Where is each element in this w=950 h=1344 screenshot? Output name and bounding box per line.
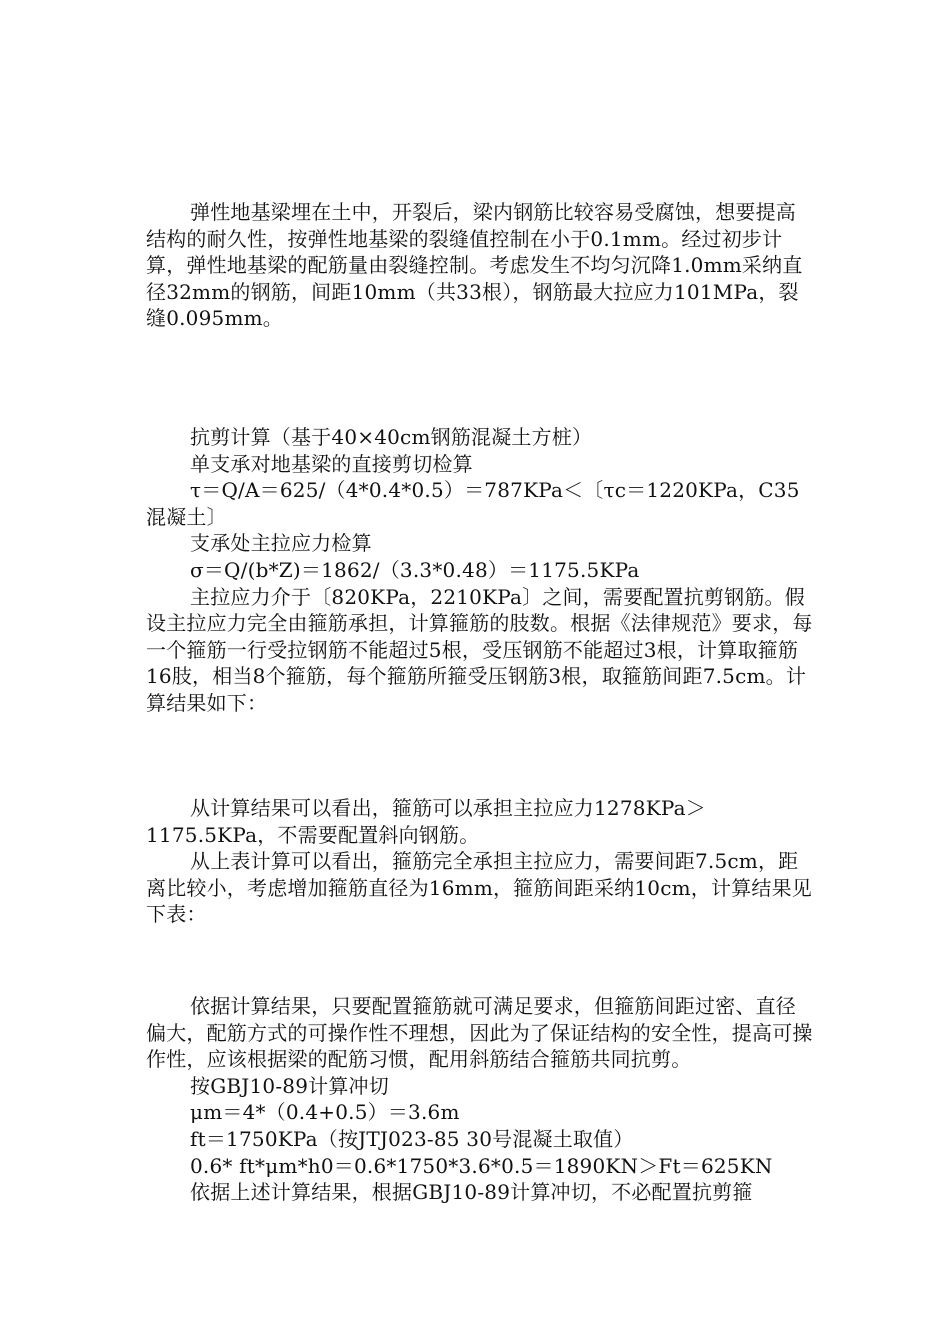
formula-line: ft＝1750KPa（按JTJ023-85 30号混凝土取值）	[190, 1126, 634, 1151]
text-line: 按GBJ10-89计算冲切	[190, 1073, 389, 1098]
formula-line: σ＝Q/(b*Z)＝1862/（3.3*0.48）＝1175.5KPa	[190, 557, 640, 582]
section-heading: 抗剪计算（基于40×40cm钢筋混凝土方桩）	[190, 425, 593, 449]
formula-line: τ＝Q/A＝625/（4*0.4*0.5）＝787KPa＜〔τc＝1220KPa，C35混凝土〕	[146, 478, 800, 529]
paragraph-text: 从上表计算可以看出，箍筋完全承担主拉应力，需要间距7.5cm，距离比较小，考虑增加箍筋直径为16mm，箍筋间距采纳10cm，计算结果见下表：	[146, 849, 812, 927]
paragraph-shear-calculation	[146, 424, 816, 717]
formula-line: 0.6* ft*μm*h0＝0.6*1750*3.6*0.5＝1890KN＞Ft＝625KN	[190, 1153, 773, 1178]
paragraph-text: 主拉应力介于〔820KPa，2210KPa〕之间，需要配置抗剪钢筋。假设主拉应力完全由箍筋承担，计算箍筋的肢数。根据《法律规范》要求，每一个箍筋一行受拉钢筋不能超过5根，受压钢筋不能超过3根，计算取箍筋16肢，相当8个箍筋，每个箍筋所箍受压钢筋3根，取箍筋间距7.5cm。计算结果如下：	[146, 584, 813, 715]
paragraph-crack-control	[146, 199, 816, 332]
text-line: 依据上述计算结果，根据GBJ10-89计算冲切，不必配置抗剪箍	[190, 1180, 753, 1205]
paragraph-text: 从计算结果可以看出，箍筋可以承担主拉应力1278KPa＞1175.5KPa，不需要配置斜向钢筋。	[146, 796, 706, 847]
paragraph-stirrup-results	[146, 795, 816, 928]
formula-line: μm＝4*（0.4+0.5）＝3.6m	[190, 1100, 460, 1125]
paragraph-text: 弹性地基梁埋在土中，开裂后，梁内钢筋比较容易受腐蚀，想要提高结构的耐久性，按弹性地基梁的裂缝值控制在小于0.1mm。经过初步计算，弹性地基梁的配筋量由裂缝控制。考虑发生不均匀沉降1.0mm采纳直径32mm的钢筋，间距10mm（共33根），钢筋最大拉应力101MPa，裂缝0.095mm。	[146, 200, 803, 331]
paragraph-punching-shear	[146, 993, 816, 1206]
text-line: 单支承对地基梁的直接剪切检算	[190, 451, 473, 476]
paragraph-text: 依据计算结果，只要配置箍筋就可满足要求，但箍筋间距过密、直径偏大，配筋方式的可操作性不理想，因此为了保证结构的安全性，提高可操作性，应该根据梁的配筋习惯，配用斜筋结合箍筋共同抗剪。	[146, 994, 813, 1072]
text-line: 支承处主拉应力检算	[190, 531, 372, 556]
